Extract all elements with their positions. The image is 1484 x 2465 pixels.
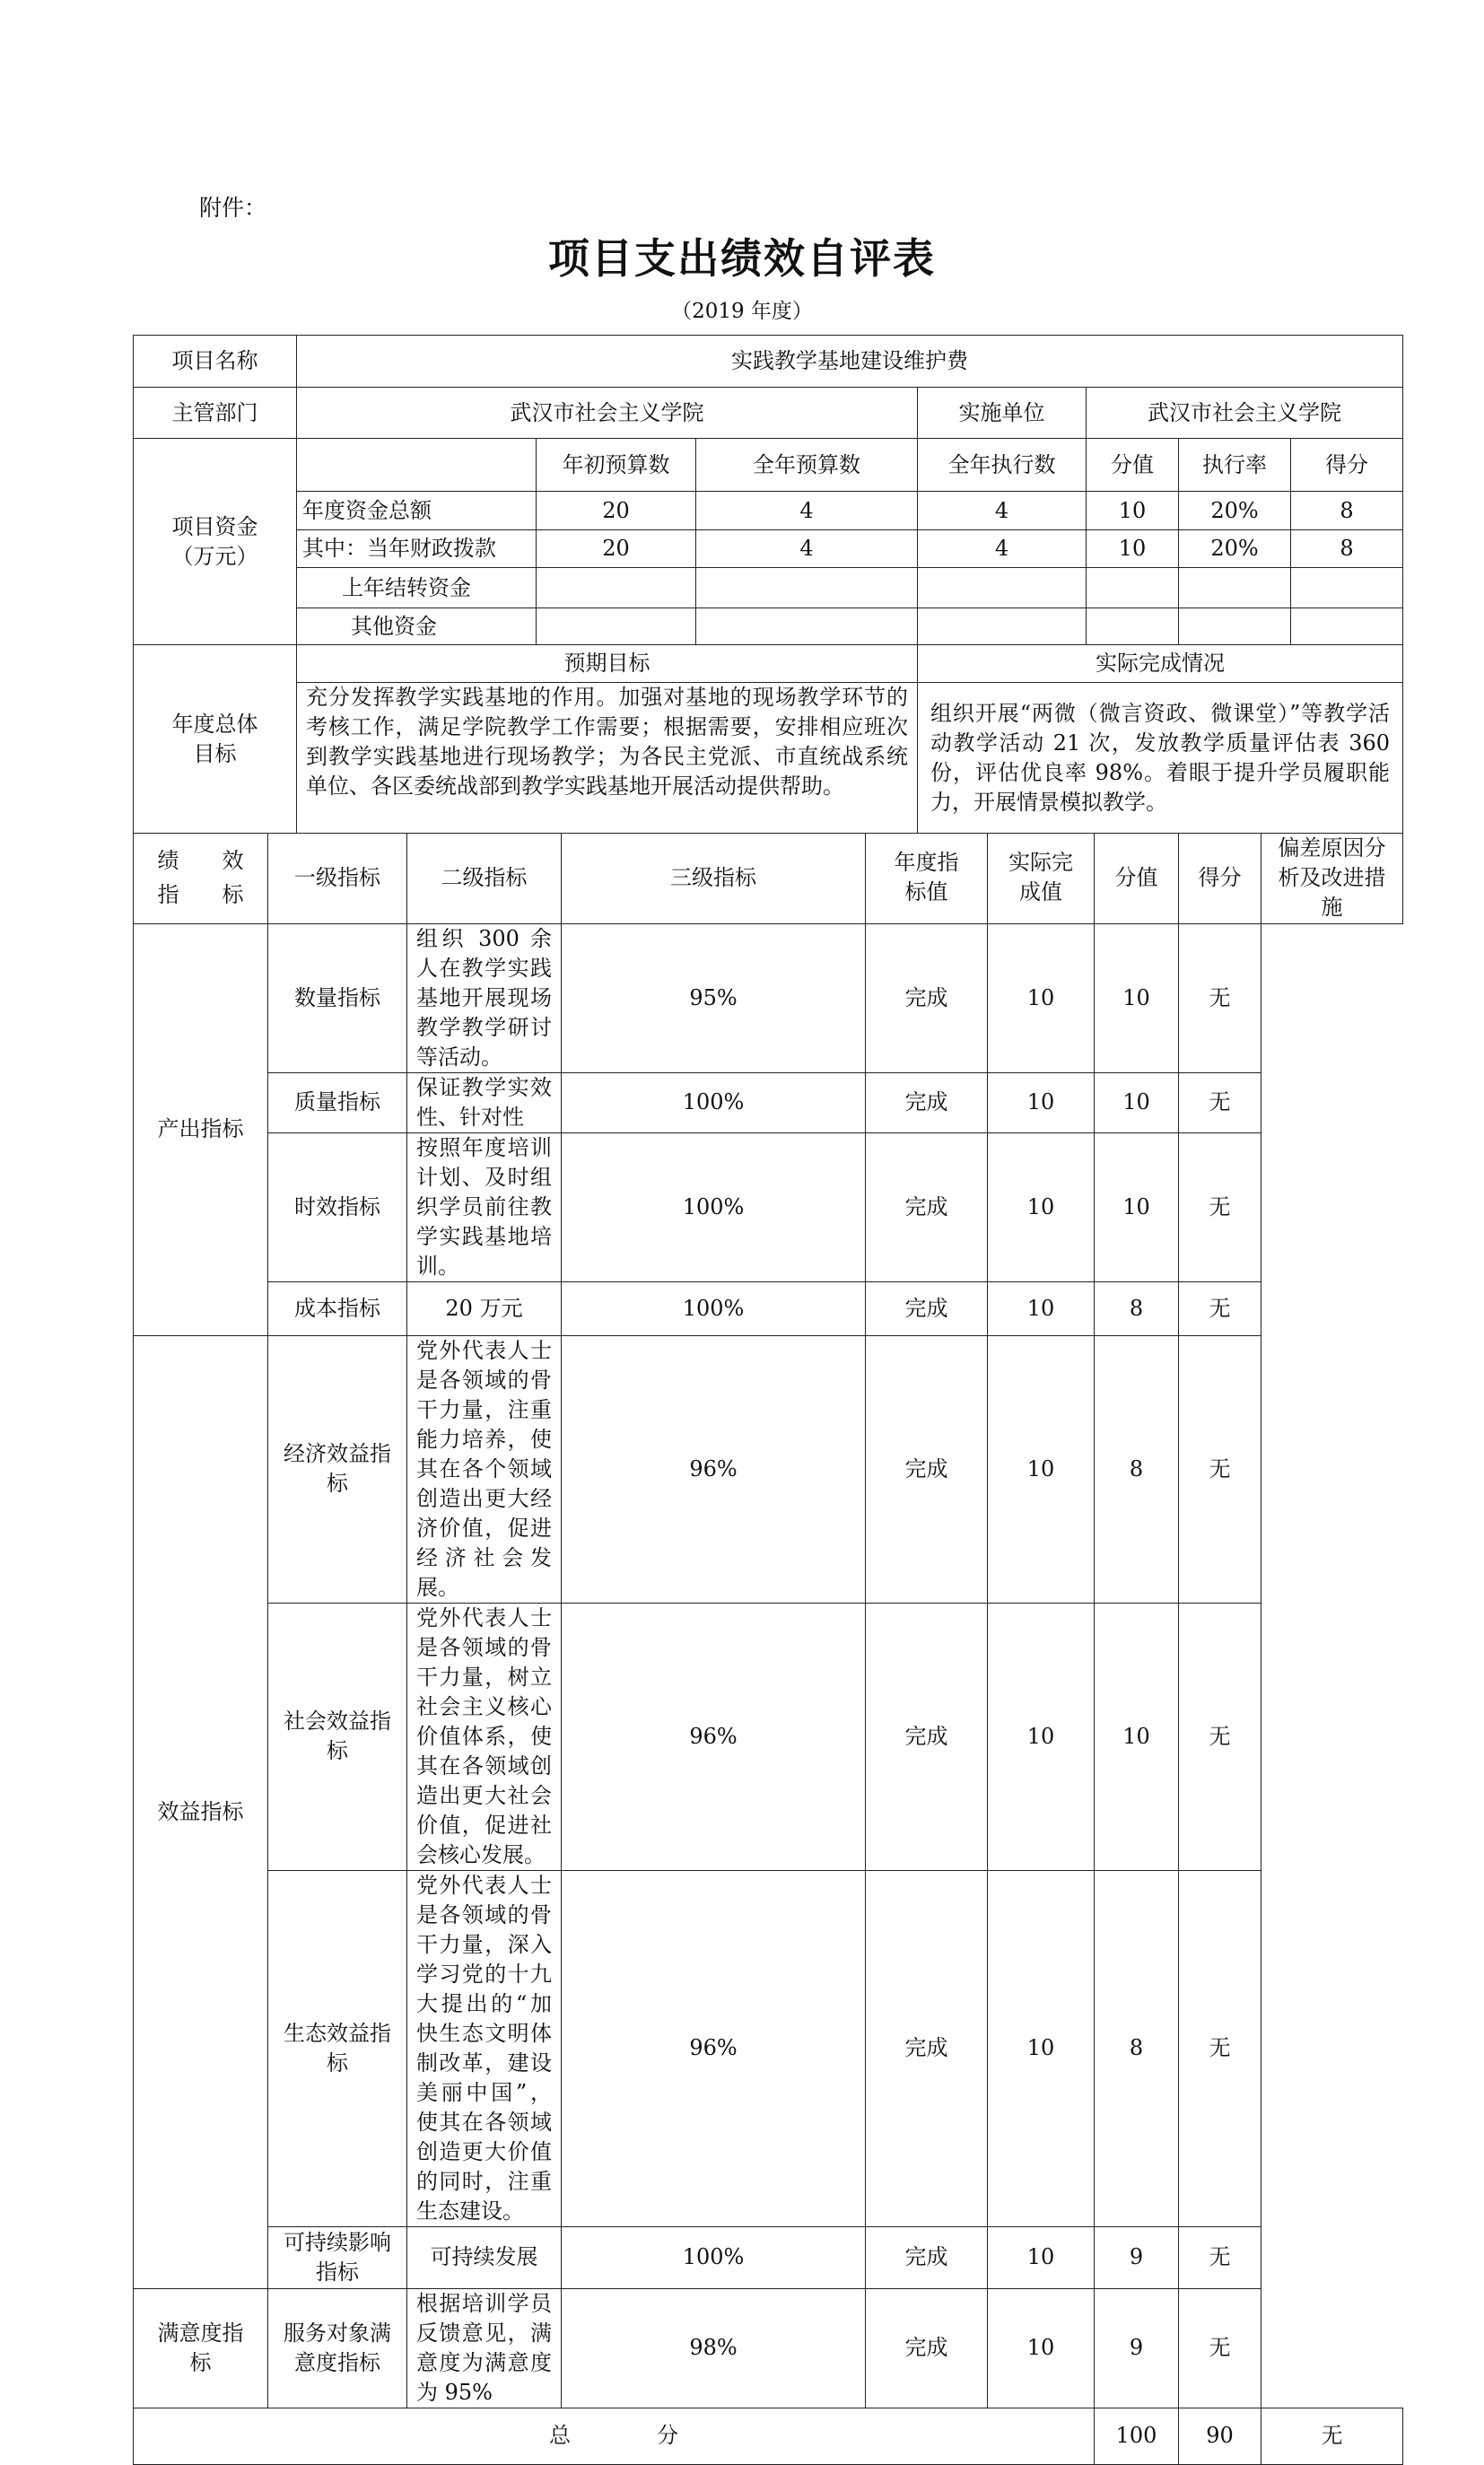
perf-dev: 无: [1179, 1132, 1261, 1281]
perf-score: 10: [988, 1072, 1095, 1132]
perf-actual: 完成: [866, 2288, 988, 2408]
level2-indicator: 数量指标: [268, 923, 407, 1072]
funds-row: [134, 492, 1403, 530]
funds-cell: [1179, 568, 1291, 608]
funds-cell: [1087, 568, 1179, 608]
perf-row: [134, 923, 1403, 1072]
funds-cell: 10: [1087, 492, 1179, 530]
perf-actual: 完成: [866, 1603, 988, 1870]
funds-cell: 20%: [1179, 530, 1291, 568]
level1-indicator: 效益指标: [134, 1335, 268, 2288]
perf-score: 10: [988, 923, 1095, 1072]
performance-label: [134, 833, 268, 923]
impl-value: 武汉市社会主义学院: [1087, 388, 1403, 439]
perf-header: 实际完成值: [988, 833, 1095, 923]
level2-indicator: 时效指标: [268, 1132, 407, 1281]
perf-header: 年度指标值: [866, 833, 988, 923]
funds-cell: 4: [918, 530, 1087, 568]
expected-goal-text: 充分发挥教学实践基地的作用。加强对基地的现场教学环节的考核工作，满足学院教学工作需要；根据需要，安排相应班次到教学实践基地进行现场教学；为各民主党派、市直统战系统单位、各区委统战部到教学实践基地开展活动提供帮助。: [297, 683, 918, 834]
goals-label: [134, 645, 297, 834]
perf-actual: 完成: [866, 923, 988, 1072]
level3-indicator: 党外代表人士是各领域的骨干力量，深入学习党的十九大提出的“加快生态文明体制改革，建设美丽中国”，使其在各领域创造更大价值的同时，注重生态建设。: [407, 1870, 562, 2226]
perf-target: 100%: [562, 1072, 866, 1132]
level2-indicator: 社会效益指标: [268, 1603, 407, 1870]
perf-row: [134, 1870, 1403, 2226]
impl-label: 实施单位: [918, 388, 1087, 439]
perf-row: [134, 2288, 1403, 2408]
perf-actual: 完成: [866, 1870, 988, 2226]
performance-table: [133, 833, 1403, 2465]
level1-indicator: 满意度指标: [134, 2288, 268, 2408]
funds-row: [134, 530, 1403, 568]
funds-row-label: 年度资金总额: [297, 492, 537, 530]
perf-row: [134, 2226, 1403, 2288]
perf-header: 二级指标: [407, 833, 562, 923]
funds-cell: 8: [1291, 492, 1403, 530]
total-got: 90: [1179, 2408, 1261, 2464]
level1-indicator: 产出指标: [134, 923, 268, 1335]
funds-cell: 4: [696, 492, 918, 530]
funds-label-line2: （万元）: [171, 543, 258, 569]
performance-label-line1: 绩 效: [157, 848, 244, 874]
perf-header: 一级指标: [268, 833, 407, 923]
page-title: 项目支出绩效自评表: [548, 234, 936, 283]
funds-header: 年初预算数: [537, 439, 696, 492]
funds-cell: [1291, 568, 1403, 608]
funds-cell: 10: [1087, 530, 1179, 568]
perf-got: 10: [1095, 1603, 1179, 1870]
level3-indicator: 20 万元: [407, 1281, 562, 1335]
perf-row: [134, 1132, 1403, 1281]
expected-goal-header: 预期目标: [297, 645, 918, 683]
funds-cell: 4: [696, 530, 918, 568]
perf-got: 10: [1095, 923, 1179, 1072]
dept-value: 武汉市社会主义学院: [297, 388, 918, 439]
level3-indicator: 组织 300 余人在教学实践基地开展现场教学教学研讨等活动。: [407, 923, 562, 1072]
level2-indicator: 质量指标: [268, 1072, 407, 1132]
level3-indicator: 可持续发展: [407, 2226, 562, 2288]
goals-label-line1: 年度总体: [171, 711, 258, 737]
perf-dev: 无: [1179, 1281, 1261, 1335]
perf-actual: 完成: [866, 1281, 988, 1335]
funds-cell: [696, 568, 918, 608]
funds-cell: [537, 608, 696, 645]
perf-actual: 完成: [866, 1132, 988, 1281]
level2-indicator: 可持续影响指标: [268, 2226, 407, 2288]
perf-target: 100%: [562, 1281, 866, 1335]
funds-row-label: 上年结转资金: [297, 568, 537, 608]
level2-indicator: 成本指标: [268, 1281, 407, 1335]
perf-score: 10: [988, 1870, 1095, 2226]
level3-indicator: 保证教学实效性、针对性: [407, 1072, 562, 1132]
funds-cell: [1179, 608, 1291, 645]
perf-target: 98%: [562, 2288, 866, 2408]
funds-label-line1: 项目资金: [171, 513, 258, 539]
funds-table: [133, 335, 1403, 834]
perf-row: [134, 1072, 1403, 1132]
project-name: 实践教学基地建设维护费: [297, 336, 1403, 388]
project-name-label: 项目名称: [134, 336, 297, 388]
perf-target: 96%: [562, 1870, 866, 2226]
funds-header: 得分: [1291, 439, 1403, 492]
performance-label-line2: 指 标: [157, 882, 244, 908]
perf-actual: 完成: [866, 1072, 988, 1132]
perf-target: 96%: [562, 1335, 866, 1603]
funds-cell: 8: [1291, 530, 1403, 568]
perf-target: 100%: [562, 1132, 866, 1281]
funds-cell: [1291, 608, 1403, 645]
level2-indicator: 经济效益指标: [268, 1335, 407, 1603]
perf-row: [134, 1603, 1403, 1870]
perf-got: 10: [1095, 1132, 1179, 1281]
perf-got: 9: [1095, 2226, 1179, 2288]
total-label: 总 分: [134, 2408, 1095, 2464]
funds-label: [134, 439, 297, 645]
perf-score: 10: [988, 2226, 1095, 2288]
attachment-label: 附件：: [199, 195, 267, 221]
funds-cell: [537, 568, 696, 608]
perf-dev: 无: [1179, 1870, 1261, 2226]
perf-target: 96%: [562, 1603, 866, 1870]
perf-header: 得分: [1179, 833, 1261, 923]
goals-label-line2: 目标: [193, 740, 237, 766]
funds-row: [134, 608, 1403, 645]
funds-row-label: 其他资金: [297, 608, 537, 645]
perf-score: 10: [988, 1603, 1095, 1870]
perf-dev: 无: [1179, 2226, 1261, 2288]
funds-cell: 20: [537, 492, 696, 530]
perf-got: 8: [1095, 1281, 1179, 1335]
perf-dev: 无: [1179, 923, 1261, 1072]
funds-cell: [1087, 608, 1179, 645]
funds-cell: [918, 568, 1087, 608]
level3-indicator: 党外代表人士是各领域的骨干力量，注重能力培养，使其在各个领域创造出更大经济价值，促进经济社会发展。: [407, 1335, 562, 1603]
perf-score: 10: [988, 1281, 1095, 1335]
total-row: [134, 2408, 1403, 2464]
level2-indicator: 服务对象满意度指标: [268, 2288, 407, 2408]
actual-result-text: 组织开展“两微（微言资政、微课堂）”等教学活动教学活动 21 次，发放教学质量评估表 360 份，评估优良率 98%。着眼于提升学员履职能力，开展情景模拟教学。: [918, 683, 1403, 834]
level3-indicator: 根据培训学员反馈意见，满意度为满意度为 95%: [407, 2288, 562, 2408]
total-dev: 无: [1261, 2408, 1403, 2464]
actual-result-header: 实际完成情况: [918, 645, 1403, 683]
funds-header: 执行率: [1179, 439, 1291, 492]
funds-header: 分值: [1087, 439, 1179, 492]
perf-score: 10: [988, 2288, 1095, 2408]
perf-header: 分值: [1095, 833, 1179, 923]
perf-score: 10: [988, 1335, 1095, 1603]
perf-dev: 无: [1179, 1072, 1261, 1132]
perf-target: 95%: [562, 923, 866, 1072]
perf-dev: 无: [1179, 1335, 1261, 1603]
perf-row: [134, 1281, 1403, 1335]
funds-cell: 4: [918, 492, 1087, 530]
funds-row-label: 其中：当年财政拨款: [297, 530, 537, 568]
total-score: 100: [1095, 2408, 1179, 2464]
perf-got: 10: [1095, 1072, 1179, 1132]
perf-header: 三级指标: [562, 833, 866, 923]
perf-actual: 完成: [866, 2226, 988, 2288]
perf-actual: 完成: [866, 1335, 988, 1603]
dept-label: 主管部门: [134, 388, 297, 439]
perf-header: 偏差原因分析及改进措施: [1261, 833, 1403, 923]
perf-target: 100%: [562, 2226, 866, 2288]
level3-indicator: 党外代表人士是各领域的骨干力量，树立社会主义核心价值体系，使其在各领域创造出更大社会价值，促进社会核心发展。: [407, 1603, 562, 1870]
level3-indicator: 按照年度培训计划、及时组织学员前往教学实践基地培训。: [407, 1132, 562, 1281]
funds-cell: 20: [537, 530, 696, 568]
perf-score: 10: [988, 1132, 1095, 1281]
perf-row: [134, 1335, 1403, 1603]
funds-cell: [696, 608, 918, 645]
level2-indicator: 生态效益指标: [268, 1870, 407, 2226]
funds-row: [134, 568, 1403, 608]
perf-got: 8: [1095, 1870, 1179, 2226]
funds-header: 全年预算数: [696, 439, 918, 492]
perf-got: 8: [1095, 1335, 1179, 1603]
funds-header-blank: [297, 439, 537, 492]
perf-got: 9: [1095, 2288, 1179, 2408]
year-label: （2019 年度）: [671, 300, 813, 323]
funds-cell: 20%: [1179, 492, 1291, 530]
funds-header: 全年执行数: [918, 439, 1087, 492]
funds-cell: [918, 608, 1087, 645]
perf-dev: 无: [1179, 2288, 1261, 2408]
perf-dev: 无: [1179, 1603, 1261, 1870]
